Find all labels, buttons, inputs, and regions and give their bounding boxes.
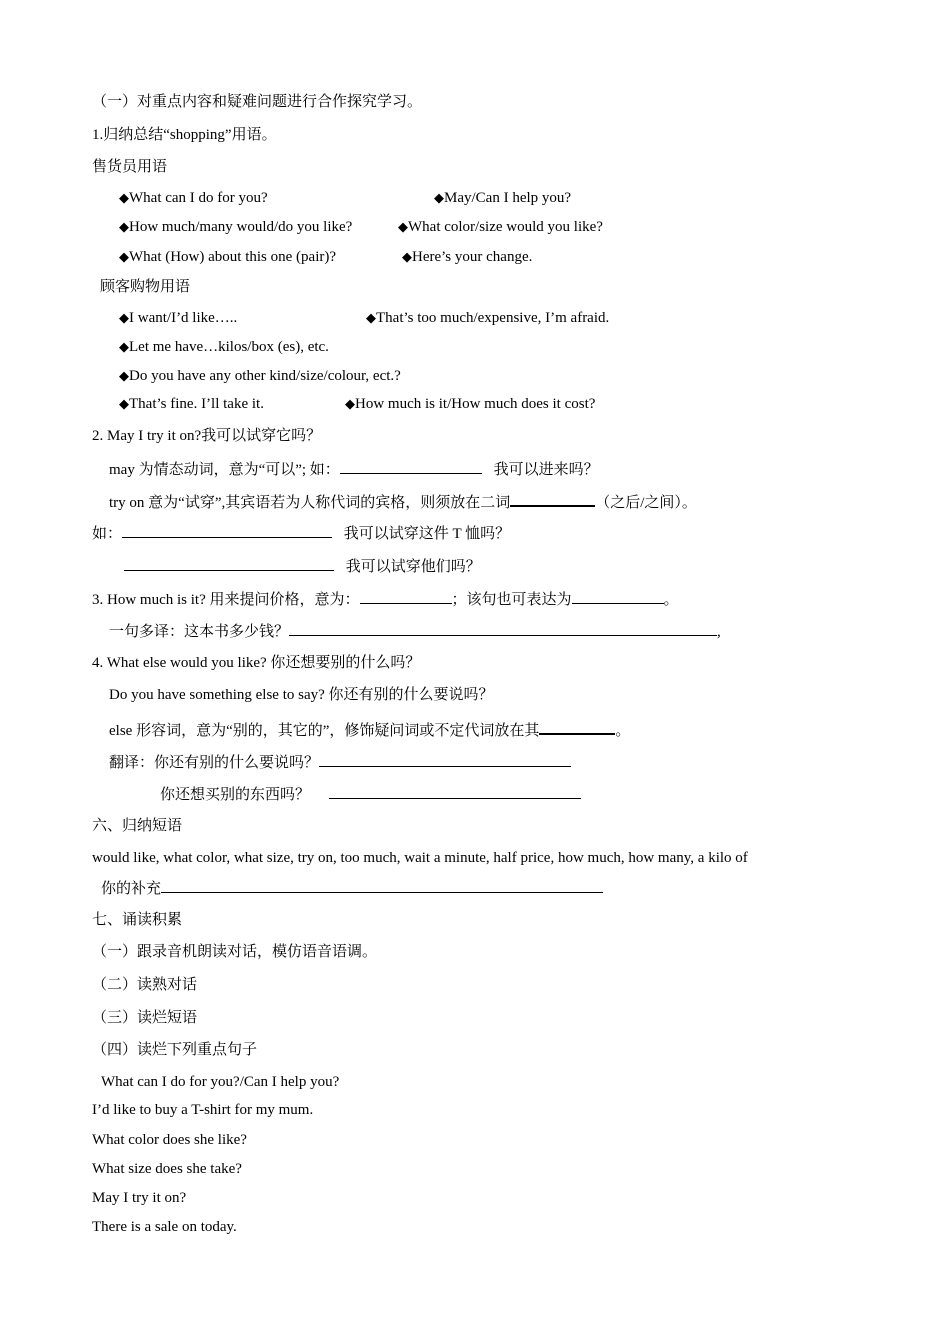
customer-phrase: ◆Let me have…kilos/box (es), etc. — [119, 339, 329, 355]
customer-phrase: ◆I want/I’d like….. — [119, 310, 238, 326]
diamond-bullet-icon: ◆ — [434, 191, 444, 206]
item1-title: 1.归纳总结“shopping”用语。 — [92, 127, 277, 143]
fill-blank[interactable] — [122, 522, 332, 538]
diamond-bullet-icon: ◆ — [366, 311, 376, 326]
clerk-phrase: ◆What (How) about this one (pair)? — [119, 249, 337, 265]
section7-step: （一）跟录音机朗读对话，模仿语音语调。 — [92, 944, 378, 960]
section6-title: 六、归纳短语 — [92, 818, 183, 834]
fill-blank[interactable] — [319, 751, 571, 767]
section7-step: （二）读熟对话 — [92, 977, 198, 993]
clerk-heading: 售货员用语 — [92, 159, 168, 175]
diamond-bullet-icon: ◆ — [119, 250, 129, 265]
customer-phrase: ◆How much is it/How much does it cost? — [345, 396, 596, 412]
item3-title: 3. How much is it? 用来提问价格，意为： ；该句也可表达为 。 — [92, 588, 679, 610]
customer-phrase: ◆Do you have any other kind/size/colour, ect.? — [119, 368, 401, 384]
fill-blank[interactable] — [539, 718, 615, 735]
clerk-phrase: ◆What can I do for you? — [119, 190, 268, 206]
fill-blank[interactable] — [329, 783, 581, 799]
fill-blank[interactable] — [572, 588, 664, 604]
item2-title: 2. May I try it on?我可以试穿它吗？ — [92, 428, 322, 444]
diamond-bullet-icon: ◆ — [119, 311, 129, 326]
diamond-bullet-icon: ◆ — [119, 340, 129, 355]
item2-example-2: 我可以试穿他们吗？ — [124, 555, 481, 577]
clerk-phrase: ◆Here’s your change. — [402, 249, 533, 265]
item3-multi-translation: 一句多译：这本书多少钱？ , — [109, 620, 721, 642]
section7-step: （三）读烂短语 — [92, 1010, 198, 1026]
item2-example-1: 如： 我可以试穿这件 T 恤吗？ — [92, 522, 510, 544]
key-sentence: What can I do for you?/Can I help you? — [101, 1074, 340, 1090]
item4-else-line: else 形容词，意为“别的，其它的”，修饰疑问词或不定代词放在其 。 — [109, 718, 630, 741]
fill-blank[interactable] — [161, 877, 603, 893]
section7-step: （四）读烂下列重点句子 — [92, 1042, 258, 1058]
fill-blank[interactable] — [510, 490, 595, 507]
key-sentence: What color does she like? — [92, 1132, 247, 1148]
diamond-bullet-icon: ◆ — [119, 191, 129, 206]
fill-blank[interactable] — [124, 555, 334, 571]
fill-blank[interactable] — [340, 458, 482, 474]
key-sentence: May I try it on? — [92, 1190, 187, 1206]
item4-translate-2: 你还想买别的东西吗？ — [160, 783, 581, 805]
section-inquiry-heading: （一）对重点内容和疑难问题进行合作探究学习。 — [92, 94, 423, 110]
section6-supplement: 你的补充 — [101, 877, 603, 899]
customer-phrase: ◆That’s too much/expensive, I’m afraid. — [366, 310, 610, 326]
item2-may-line: may 为情态动词，意为“可以”; 如： 我可以进来吗？ — [109, 458, 599, 480]
clerk-phrase: ◆May/Can I help you? — [434, 190, 572, 206]
item4-translate-1: 翻译：你还有别的什么要说吗？ — [109, 751, 571, 773]
diamond-bullet-icon: ◆ — [119, 397, 129, 412]
diamond-bullet-icon: ◆ — [119, 369, 129, 384]
section6-phrases: would like, what color, what size, try on, too much, wait a minute, half price, how much, how many, a kilo of — [92, 850, 748, 866]
clerk-phrase: ◆How much/many would/do you like? — [119, 219, 353, 235]
diamond-bullet-icon: ◆ — [119, 220, 129, 235]
key-sentence: I’d like to buy a T-shirt for my mum. — [92, 1102, 314, 1118]
key-sentence: There is a sale on today. — [92, 1219, 237, 1235]
clerk-phrase: ◆What color/size would you like? — [398, 219, 603, 235]
diamond-bullet-icon: ◆ — [398, 220, 408, 235]
fill-blank[interactable] — [360, 588, 452, 604]
section7-title: 七、诵读积累 — [92, 912, 183, 928]
item2-tryon-line: try on 意为“试穿”,其宾语若为人称代词的宾格，则须放在二词 （之后/之间）。 — [109, 490, 697, 513]
customer-phrase: ◆That’s fine. I’ll take it. — [119, 396, 264, 412]
item4-title: 4. What else would you like? 你还想要别的什么吗？ — [92, 655, 421, 671]
diamond-bullet-icon: ◆ — [402, 250, 412, 265]
key-sentence: What size does she take? — [92, 1161, 242, 1177]
item4-example: Do you have something else to say? 你还有别的什么要说吗？ — [109, 687, 494, 703]
customer-heading: 顾客购物用语 — [100, 279, 191, 295]
diamond-bullet-icon: ◆ — [345, 397, 355, 412]
fill-blank[interactable] — [289, 620, 717, 636]
